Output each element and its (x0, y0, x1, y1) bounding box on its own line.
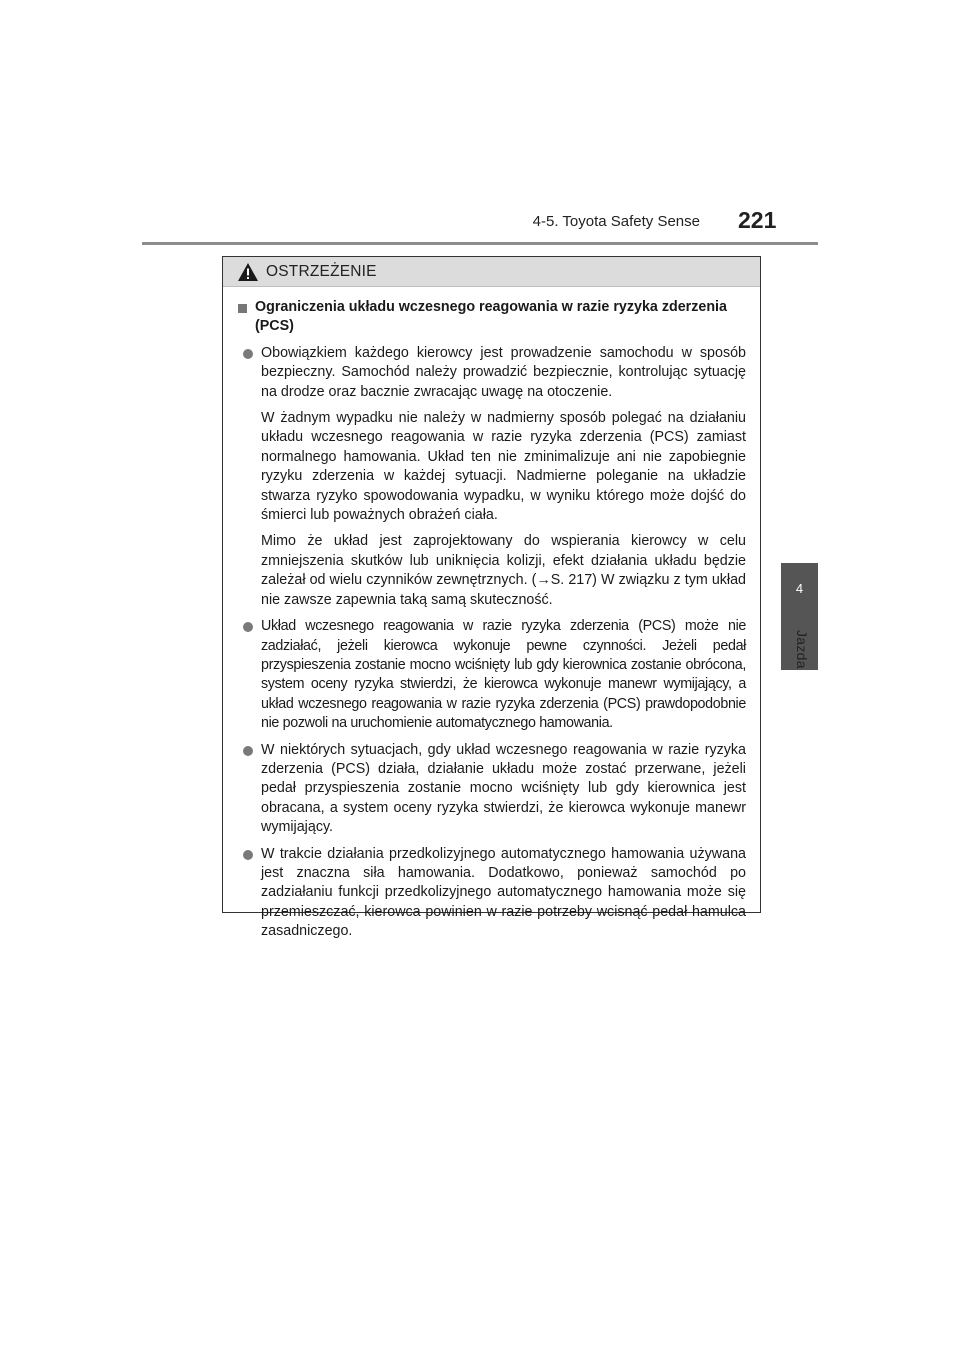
page-number: 221 (738, 207, 777, 233)
header-divider (142, 242, 818, 245)
paragraph: Obowiązkiem każdego kierowcy jest prowadzenie samochodu w sposób bezpieczny. Samochód należy prowadzić bezpiecznie, kontrolując sytuację na drodze oraz bacznie zwracając uwagę na otoczenie. (261, 344, 746, 400)
paragraph: Mimo że układ jest zaprojektowany do wspierania kierowcy w celu zmniejszenia skutków lub uniknięcia kolizji, efekt działania układu będzie zależał od wielu czynników zewnętrznych. (→S. 217) W związku z tym układ nie zawsze zapewnia taką samą skuteczność. (261, 533, 746, 608)
list-item-body (261, 845, 746, 942)
list-item (237, 617, 746, 733)
warning-section-title (237, 298, 746, 337)
paragraph: W żadnym wypadku nie należy w nadmierny sposób polegać na działaniu układu wczesnego reagowania w razie ryzyka zderzenia (PCS) zamiast normalnego hamowania. Układ ten nie zminimalizuje ani nie zapobiegnie ryzyku zderzenia w każdej sytuacji. Nadmierne poleganie na układzie stwarza ryzyko spowodowania wypadku, w wyniku którego może dojść do śmierci lub poważnych obrażeń ciała. (261, 410, 746, 524)
paragraph: W trakcie działania przedkolizyjnego automatycznego hamowania używana jest znaczna siła hamowania. Dodatkowo, ponieważ samochód po zadziałaniu funkcji przedkolizyjnego automatycznego hamowania może się przemieszczać, kierowca powinien w razie potrzeby wcisnąć pedał hamulca zasadniczego. (261, 845, 746, 940)
list-item-body (261, 617, 746, 733)
list-item (237, 344, 746, 402)
list-item (237, 741, 746, 838)
list-item-body (261, 741, 746, 838)
warning-triangle-icon (237, 262, 259, 282)
list-item (237, 845, 746, 942)
paragraph: Układ wczesnego reagowania w razie ryzyka zderzenia (PCS) może nie zadziałać, jeżeli kierowca wykonuje pewne czynności. Jeżeli pedał przyspieszenia zostanie mocno wciśnięty lub gdy kierownica zostanie obrócona, system oceny ryzyka stwierdzi, że kierowca wykonuje manewr wymijający, a układ wczesnego reagowania w razie ryzyka zderzenia (PCS) prawdopodobnie nie pozwoli na uruchomienie automatycznego hamowania. (261, 618, 746, 732)
chapter-label: Jazda (794, 630, 810, 669)
warning-body (223, 287, 760, 942)
bullet-dot-icon (243, 622, 253, 632)
bullet-dot-icon (243, 746, 253, 756)
section-heading-text: Ograniczenia układu wczesnego reagowania w razie ryzyka zderzenia (PCS) (255, 299, 727, 335)
bullet-dot-icon (243, 850, 253, 860)
warning-header (223, 257, 760, 287)
chapter-number: 4 (795, 581, 804, 596)
square-bullet-icon (238, 304, 247, 313)
paragraph: W niektórych sytuacjach, gdy układ wczesnego reagowania w razie ryzyka zderzenia (PCS) działa, działanie układu może zostać przerwane, jeżeli pedał przyspieszenia zostanie mocno wciśnięty lub gdy kierownica jest obracana, a system oceny ryzyka stwierdzi, że kierowca wykonuje manewr wymijający. (261, 741, 746, 836)
warning-box (222, 256, 761, 940)
section-title: 4-5. Toyota Safety Sense (532, 213, 700, 230)
list-item-body (261, 344, 746, 402)
warning-title: OSTRZEŻENIE (266, 262, 377, 280)
bullet-dot-icon (243, 349, 253, 359)
